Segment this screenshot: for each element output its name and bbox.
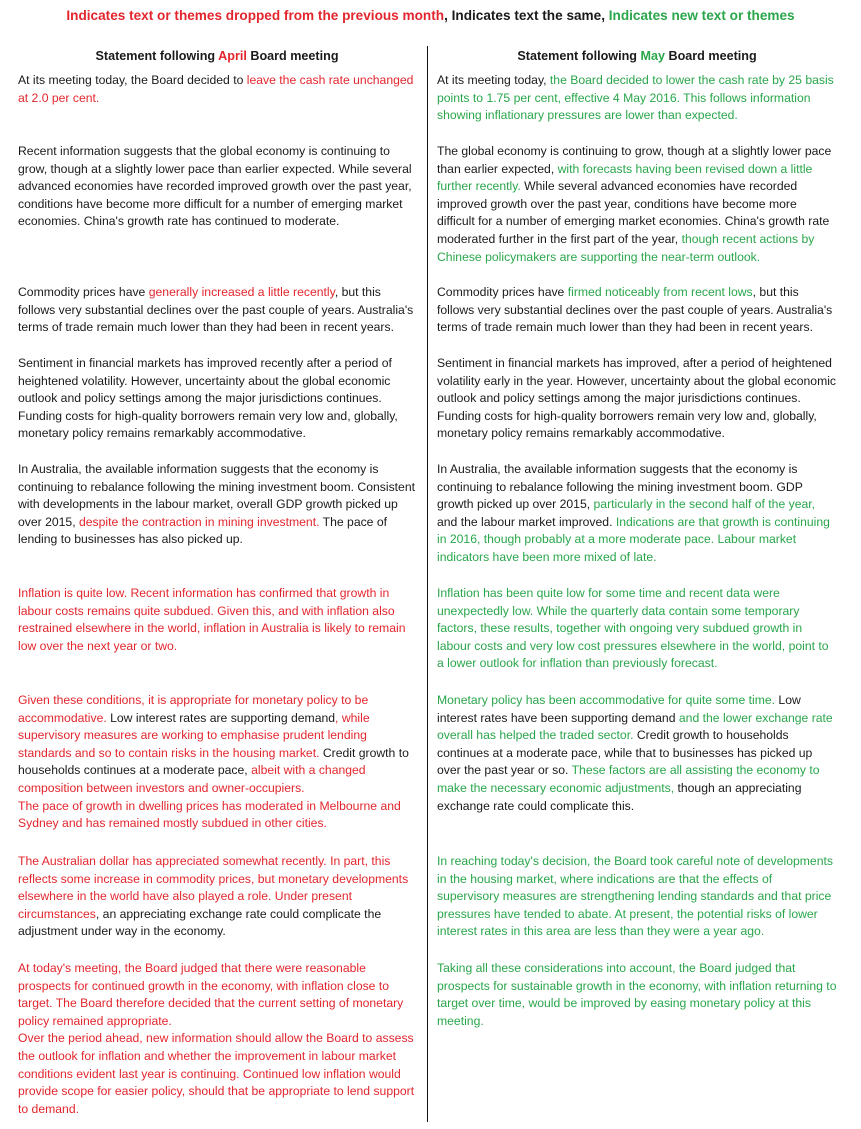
new-text: with forecasts having been revised down a little further recently.	[437, 161, 813, 194]
new-text: These factors are all assisting the economy to make the necessary economic adjustments,	[437, 763, 820, 795]
dropped-text: Over the period ahead, new information should allow the Board to assess the outlook for inflation and whether the improvement in labour market conditions evident last year is continuing. Continued low inflation would provide scope for easier policy, should that be appropriate to lend support to demand.	[18, 1031, 415, 1116]
unchanged-text: Sentiment in financial markets has improved recently after a period of heightened volatility. However, uncertainty about the global economic outlook and policy settings among the major jurisdictions continues. Funding costs for high-quality borrowers remain very low and, globally, monetary policy remains remarkably accommodative.	[18, 356, 398, 441]
unchanged-text: Low interest rates have been supporting demand	[437, 693, 801, 725]
paragraph	[18, 284, 416, 337]
unchanged-text: Sentiment in financial markets has improved, after a period of heightened volatility early in the year. However, uncertainty about the global economic outlook and policy settings among the major jurisdictions continues. Funding costs for high-quality borrowers remain very low and, globally, monetary policy remains remarkably accommodative.	[437, 356, 837, 441]
paragraph	[437, 284, 837, 337]
unchanged-text: In Australia, the available information suggests that the economy is continuing to rebalance following the mining investment boom. GDP growth picked up over 2015,	[437, 462, 803, 512]
new-text: Monetary policy has been accommodative for quite some time.	[437, 693, 776, 707]
paragraph	[18, 960, 416, 1118]
dropped-text: The pace of growth in dwelling prices has moderated in Melbourne and Sydney and has remained mostly subdued in other cities.	[18, 798, 401, 831]
may-statement-column	[437, 46, 837, 1028]
paragraph	[437, 461, 837, 567]
header-suffix: Board meeting	[246, 49, 339, 63]
new-text: Indications are that growth is continuing in 2016, though probably at a more moderate pace. Labour market indicators have been more mixed of late.	[437, 514, 830, 564]
unchanged-text: Credit growth to households continues at a moderate pace, while that to businesses has picked up over the past year or so.	[437, 728, 813, 778]
paragraph	[437, 585, 837, 673]
unchanged-text: , but this follows very substantial declines over the past couple of years. Australia's terms of trade remain much lower than they had been in recent years.	[437, 285, 833, 335]
header-prefix: Statement following	[517, 49, 641, 63]
dropped-text: The Australian dollar has appreciated somewhat recently. In part, this reflects some increase in commodity prices, but monetary developments elsewhere in the world have also played a role. Under present circumstances	[18, 854, 409, 921]
paragraph	[437, 143, 837, 266]
paragraph	[437, 853, 837, 941]
paragraph	[18, 461, 416, 549]
unchanged-text: Recent information suggests that the global economy is continuing to grow, though at a slightly lower pace than earlier expected. While several advanced economies have recorded improved growth over the past year, conditions have become more difficult for a number of emerging market economies. China's growth rate has continued to moderate.	[18, 144, 412, 229]
new-text: the Board decided to lower the cash rate by 25 basis points to 1.75 per cent, effective 4 May 2016. This follows information showing inflationary pressures are lower than expected.	[437, 73, 834, 123]
paragraph	[18, 853, 416, 941]
paragraph	[437, 692, 837, 815]
paragraph	[18, 585, 416, 655]
dropped-text: albeit with a changed composition between investors and owner-occupiers.	[18, 763, 366, 795]
unchanged-text: Commodity prices have	[18, 285, 149, 299]
unchanged-text: Credit growth to households continues at a moderate pace,	[18, 745, 409, 778]
unchanged-text: Low interest rates are supporting demand	[106, 710, 336, 725]
header-month: April	[218, 49, 247, 63]
dropped-text: , while supervisory measures are working to emphasise prudent lending standards and so to contain risks in the housing market.	[18, 710, 370, 760]
unchanged-text: , but this follows very substantial declines over the past couple of years. Australia's terms of trade remain much lower than they had been in recent years.	[18, 285, 414, 335]
color-legend	[0, 8, 861, 23]
unchanged-text: The pace of lending to businesses has also picked up.	[18, 514, 388, 547]
column-divider	[427, 46, 428, 1122]
unchanged-text: Commodity prices have	[437, 285, 568, 299]
dropped-text: Inflation is quite low. Recent information has confirmed that growth in labour costs remains quite subdued. Given this, and with inflation also restrained elsewhere in the world, inflation in Australia is likely to remain low over the next year or two.	[18, 586, 406, 653]
paragraph	[18, 143, 416, 231]
unchanged-text: At its meeting today,	[437, 73, 550, 87]
header-suffix: Board meeting	[664, 49, 757, 63]
unchanged-text: At its meeting today, the Board decided to	[18, 73, 247, 87]
legend-dropped: Indicates text or themes dropped from the previous month	[66, 8, 445, 23]
dropped-text: generally increased a little recently	[148, 285, 335, 299]
dropped-text: At today's meeting, the Board judged that there were reasonable prospects for continued growth in the economy, with inflation close to target. The Board therefore decided that the current setting of monetary policy remained appropriate.	[18, 961, 404, 1028]
unchanged-text: though an appreciating exchange rate could complicate this.	[437, 780, 802, 813]
paragraph	[437, 72, 837, 125]
legend-same: , Indicates text the same,	[444, 8, 605, 23]
header-prefix: Statement following	[95, 49, 219, 63]
new-text: though recent actions by Chinese policymakers are supporting the near-term outlook.	[437, 231, 815, 264]
may-column-header	[437, 46, 837, 72]
new-text: firmed noticeably from recent lows	[567, 285, 753, 299]
paragraph	[18, 72, 416, 107]
unchanged-text: The global economy is continuing to grow, though at a slightly lower pace than earlier expected,	[437, 144, 832, 176]
unchanged-text: , an appreciating exchange rate could complicate the adjustment under way in the economy.	[18, 906, 382, 939]
paragraph	[437, 960, 837, 1030]
new-text: Taking all these considerations into account, the Board judged that prospects for sustainable growth in the economy, with inflation returning to target over time, would be improved by easing monetary policy at this meeting.	[437, 961, 837, 1028]
paragraph	[18, 355, 416, 443]
new-text: and the lower exchange rate overall has helped the traded sector.	[437, 710, 833, 743]
dropped-text: despite the contraction in mining investment.	[78, 514, 320, 529]
header-month: May	[640, 49, 665, 63]
april-column-header	[18, 46, 416, 72]
new-text: Inflation has been quite low for some time and recent data were unexpectedly low. While the quarterly data contain some temporary factors, these results, together with ongoing very subdued growth in labour costs and very low cost pressures elsewhere in the world, point to a lower outlook for inflation than previously forecast.	[437, 586, 829, 671]
unchanged-text: and the labour market improved.	[437, 514, 616, 529]
new-text: particularly in the second half of the year,	[593, 497, 816, 512]
dropped-text: Given these conditions, it is appropriate for monetary policy to be accommodative.	[18, 693, 369, 725]
paragraph	[18, 692, 416, 833]
dropped-text: leave the cash rate unchanged at 2.0 per cent.	[18, 73, 414, 105]
april-statement-column	[18, 46, 416, 1116]
paragraph	[437, 355, 837, 443]
unchanged-text: In Australia, the available information suggests that the economy is continuing to rebalance following the mining investment boom. Consistent with developments in the labour market, overall GDP growth picked up over 2015,	[18, 462, 415, 529]
legend-new: Indicates new text or themes	[608, 8, 795, 23]
new-text: In reaching today's decision, the Board took careful note of developments in the housing market, where indications are that the effects of supervisory measures are strengthening lending standards and that price pressures have tended to abate. At present, the potential risks of lower interest rates in this area are less than they were a year ago.	[437, 854, 833, 939]
unchanged-text: While several advanced economies have recorded improved growth over the past year, conditions have become more difficult for a number of emerging market economies. China's growth rate moderated further in the first part of the year,	[437, 179, 830, 246]
